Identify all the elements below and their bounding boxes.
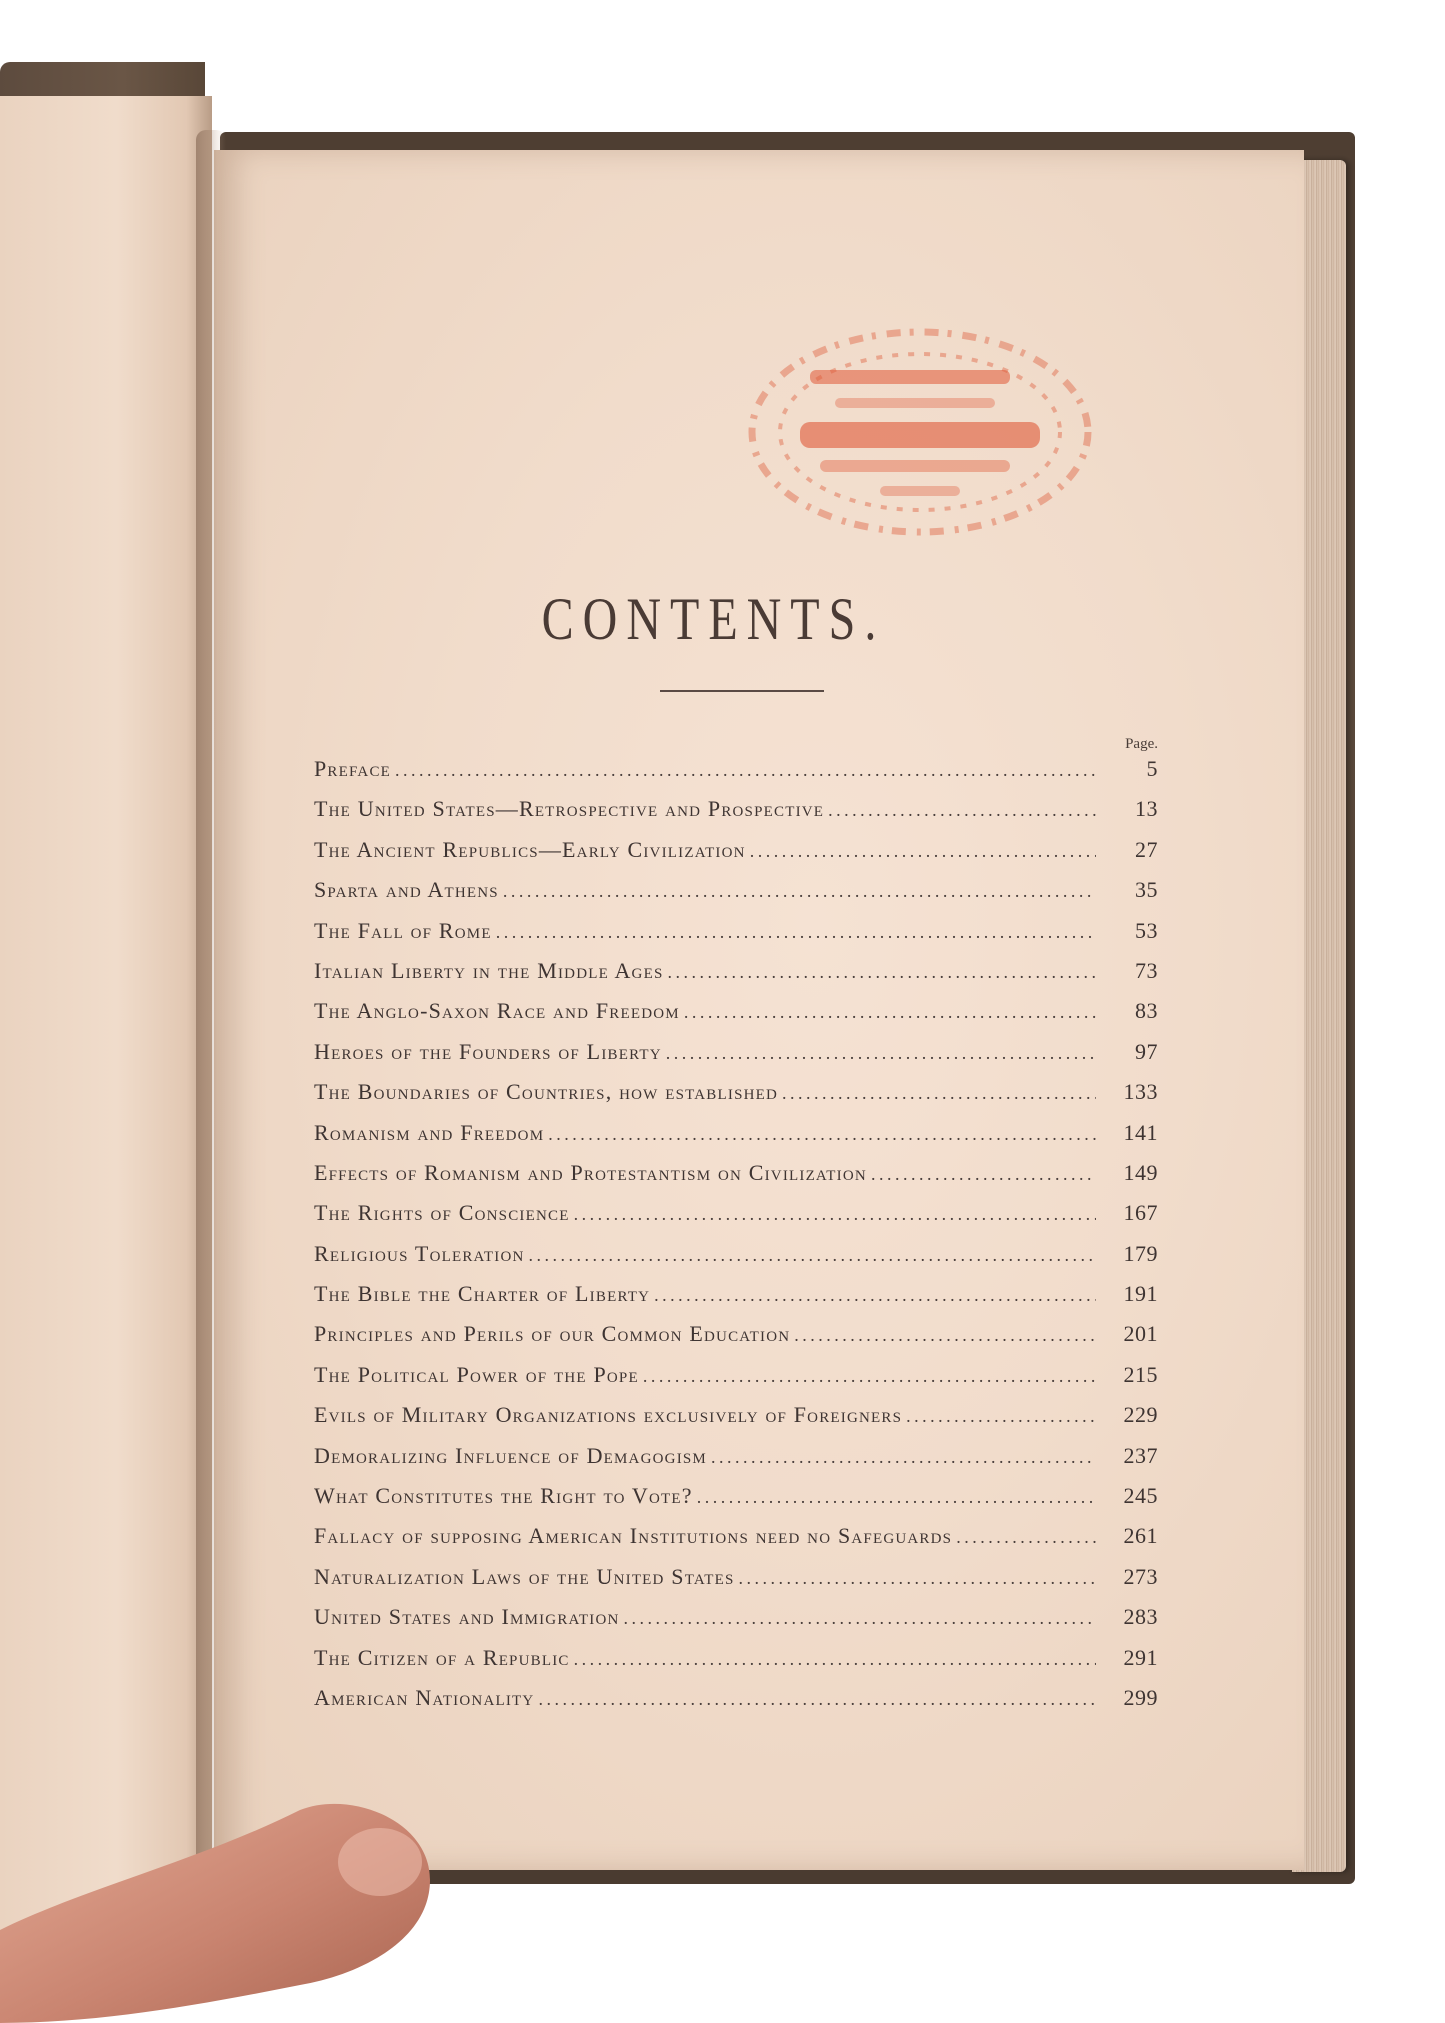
leader-dots [496, 922, 1096, 943]
toc-entry-title: The Political Power of the Pope [314, 1361, 639, 1387]
toc-entry [314, 1685, 1158, 1725]
leader-dots [782, 1083, 1096, 1104]
toc-entry-page: 237 [1123, 1442, 1158, 1468]
toc-entry [314, 756, 1158, 796]
toc-entry-title: United States and Immigration [314, 1604, 620, 1630]
toc-entry-title: What Constitutes the Right to Vote? [314, 1483, 693, 1509]
toc-entry [314, 918, 1158, 958]
toc-entry-page: 141 [1123, 1119, 1158, 1145]
leader-dots [739, 1568, 1096, 1589]
toc-entry-title: The Ancient Republics—Early Civilization [314, 836, 746, 862]
toc-entry-page: 283 [1123, 1604, 1158, 1630]
leader-dots [624, 1608, 1096, 1629]
toc-entry [314, 877, 1158, 917]
toc-entry [314, 1200, 1158, 1240]
toc-entry-title: Sparta and Athens [314, 877, 499, 903]
toc-entry [314, 837, 1158, 877]
toc-list [314, 756, 1158, 1725]
toc-entry-title: American Nationality [314, 1684, 535, 1710]
toc-entry-page: 73 [1135, 957, 1158, 983]
page-column-label: Page. [1125, 736, 1158, 752]
toc-entry [314, 1281, 1158, 1321]
toc-entry-page: 53 [1135, 917, 1158, 943]
toc-entry [314, 1402, 1158, 1442]
toc-entry [314, 1362, 1158, 1402]
toc-entry [314, 1321, 1158, 1361]
toc-entry-page: 245 [1123, 1483, 1158, 1509]
toc-entry-page: 261 [1123, 1523, 1158, 1549]
leader-dots [828, 800, 1096, 821]
toc-entry-title: Evils of Military Organizations exclusively of Foreigners [314, 1402, 903, 1428]
toc-entry-page: 273 [1123, 1563, 1158, 1589]
toc-entry-page: 149 [1123, 1159, 1158, 1185]
book-gutter [196, 130, 226, 1890]
toc-entry-page: 215 [1123, 1361, 1158, 1387]
leader-dots [395, 760, 1096, 781]
toc-entry-page: 191 [1123, 1281, 1158, 1307]
toc-entry-title: Religious Toleration [314, 1240, 525, 1266]
toc-entry-title: Effects of Romanism and Protestantism on Civilization [314, 1159, 867, 1185]
toc-entry-title: The Boundaries of Countries, how established [314, 1079, 779, 1105]
leader-dots [906, 1406, 1096, 1427]
toc-entry [314, 1039, 1158, 1079]
toc-entry-title: The United States—Retrospective and Prospective [314, 796, 825, 822]
thumb [0, 1800, 440, 2023]
toc-entry-title: Naturalization Laws of the United States [314, 1563, 735, 1589]
toc-entry [314, 1483, 1158, 1523]
leader-dots [794, 1325, 1096, 1346]
leader-dots [668, 962, 1097, 983]
toc-entry-page: 133 [1123, 1079, 1158, 1105]
toc-entry [314, 1160, 1158, 1200]
left-page [0, 96, 212, 1976]
leader-dots [574, 1649, 1096, 1670]
title-rule [660, 690, 824, 692]
leader-dots [503, 881, 1096, 902]
leader-dots [654, 1285, 1096, 1306]
toc-entry-title: Italian Liberty in the Middle Ages [314, 957, 664, 983]
toc-entry-title: Romanism and Freedom [314, 1119, 545, 1145]
toc-entry [314, 1564, 1158, 1604]
toc-entry [314, 998, 1158, 1038]
toc-entry-title: Demoralizing Influence of Demagogism [314, 1442, 707, 1468]
toc-entry-title: Principles and Perils of our Common Education [314, 1321, 791, 1347]
toc-entry-page: 13 [1135, 796, 1158, 822]
library-stamp [740, 310, 1100, 550]
toc-entry [314, 1079, 1158, 1119]
toc-entry [314, 1443, 1158, 1483]
toc-entry-page: 291 [1123, 1644, 1158, 1670]
toc-entry-page: 201 [1123, 1321, 1158, 1347]
toc-entry-page: 35 [1135, 877, 1158, 903]
toc-entry-title: Heroes of the Founders of Liberty [314, 1038, 662, 1064]
toc-entry-page: 179 [1123, 1240, 1158, 1266]
leader-dots [956, 1527, 1096, 1548]
toc-entry [314, 1604, 1158, 1644]
leader-dots [574, 1204, 1096, 1225]
toc-entry-title: The Rights of Conscience [314, 1200, 570, 1226]
leader-dots [538, 1689, 1096, 1710]
leader-dots [529, 1245, 1096, 1266]
toc-entry-title: The Bible the Charter of Liberty [314, 1281, 651, 1307]
toc-entry [314, 1241, 1158, 1281]
toc-entry-page: 167 [1123, 1200, 1158, 1226]
toc-entry-page: 97 [1135, 1038, 1158, 1064]
toc-entry [314, 1120, 1158, 1160]
toc-entry-title: Fallacy of supposing American Institutions need no Safeguards [314, 1523, 953, 1549]
toc-entry-title: Preface [314, 756, 392, 781]
toc-entry [314, 796, 1158, 836]
leader-dots [643, 1366, 1096, 1387]
leader-dots [697, 1487, 1096, 1508]
toc-entry-page: 299 [1123, 1684, 1158, 1710]
page-title: CONTENTS. [541, 586, 886, 653]
leader-dots [711, 1447, 1096, 1468]
leader-dots [750, 841, 1096, 862]
toc-entry [314, 1645, 1158, 1685]
toc-entry [314, 958, 1158, 998]
toc-entry-title: The Fall of Rome [314, 917, 492, 943]
toc-entry [314, 1523, 1158, 1563]
toc-entry-page: 229 [1123, 1402, 1158, 1428]
leader-dots [871, 1164, 1096, 1185]
leader-dots [548, 1124, 1096, 1145]
leader-dots [684, 1002, 1096, 1023]
toc-entry-page: 5 [1146, 756, 1158, 781]
toc-entry-title: The Anglo-Saxon Race and Freedom [314, 998, 680, 1024]
toc-entry-title: The Citizen of a Republic [314, 1644, 570, 1670]
leader-dots [666, 1043, 1096, 1064]
toc-entry-page: 27 [1135, 836, 1158, 862]
toc-entry-page: 83 [1135, 998, 1158, 1024]
